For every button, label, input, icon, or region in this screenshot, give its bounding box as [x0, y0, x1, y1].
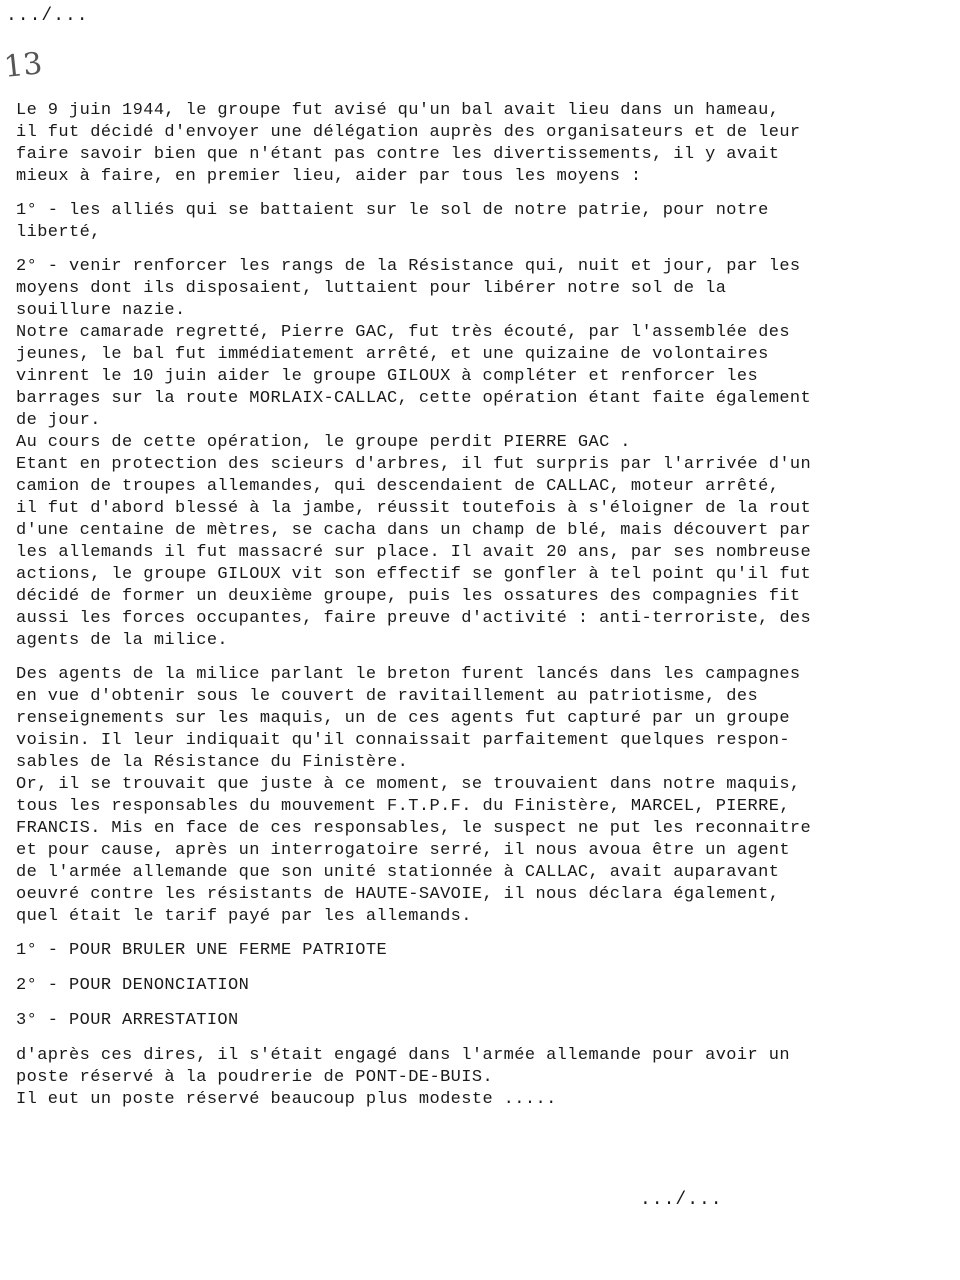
text-line: Le 9 juin 1944, le groupe fut avisé qu'un bal avait lieu dans un hameau,: [16, 101, 780, 120]
text-line: moyens dont ils disposaient, luttaient pour libérer notre sol de la: [16, 279, 727, 298]
text-line: les allemands il fut massacré sur place. Il avait 20 ans, par ses nombreuse: [16, 543, 812, 562]
text-line: Or, il se trouvait que juste à ce moment, se trouvaient dans notre maquis,: [16, 775, 801, 794]
text-line: vinrent le 10 juin aider le groupe GILOUX à compléter et renforcer les: [16, 367, 759, 386]
text-line: tous les responsables du mouvement F.T.P.F. du Finistère, MARCEL, PIERRE,: [16, 797, 790, 816]
paragraph-gap: [16, 928, 946, 940]
document-body: [16, 100, 946, 1111]
paragraph-gap: [16, 244, 946, 256]
paragraph-gap: [16, 962, 946, 975]
text-line: jeunes, le bal fut immédiatement arrêté, et une quizaine de volontaires: [16, 345, 769, 364]
text-line: il fut décidé d'envoyer une délégation auprès des organisateurs et de leur: [16, 123, 801, 142]
page-number: 13: [2, 46, 44, 85]
text-line: Notre camarade regretté, Pierre GAC, fut très écouté, par l'assemblée des: [16, 323, 790, 342]
text-line: Au cours de cette opération, le groupe perdit PIERRE GAC .: [16, 433, 631, 452]
paragraph-gap: [16, 188, 946, 200]
text-line: Etant en protection des scieurs d'arbres, il fut surpris par l'arrivée d'un: [16, 455, 812, 474]
tariff-list: [16, 928, 946, 1045]
text-line: poste réservé à la poudrerie de PONT-DE-BUIS.: [16, 1068, 494, 1087]
closing-paragraph: [16, 1045, 946, 1111]
paragraph-gap: [16, 997, 946, 1010]
tariff-item: 1° - POUR BRULER UNE FERME PATRIOTE: [16, 941, 388, 960]
text-line: voisin. Il leur indiquait qu'il connaissait parfaitement quelques respon-: [16, 731, 790, 750]
text-line: Il eut un poste réservé beaucoup plus modeste .....: [16, 1090, 557, 1109]
text-line: souillure nazie.: [16, 301, 186, 320]
header-continuation-mark: .../...: [6, 6, 89, 26]
text-line: quel était le tarif payé par les allemands.: [16, 907, 472, 926]
paragraphs: [16, 100, 946, 928]
text-line: agents de la milice.: [16, 631, 229, 650]
text-line: sables de la Résistance du Finistère.: [16, 753, 409, 772]
text-line: 2° - venir renforcer les rangs de la Résistance qui, nuit et jour, par les: [16, 257, 801, 276]
text-line: d'une centaine de mètres, se cacha dans un champ de blé, mais découvert par: [16, 521, 812, 540]
text-line: il fut d'abord blessé à la jambe, réussit toutefois à s'éloigner de la rout: [16, 499, 812, 518]
text-line: de l'armée allemande que son unité stationnée à CALLAC, avait auparavant: [16, 863, 780, 882]
text-line: FRANCIS. Mis en face de ces responsables, le suspect ne put les reconnaitre: [16, 819, 812, 838]
text-line: 1° - les alliés qui se battaient sur le sol de notre patrie, pour notre: [16, 201, 769, 220]
text-line: camion de troupes allemandes, qui descendaient de CALLAC, moteur arrêté,: [16, 477, 780, 496]
paragraph-gap: [16, 652, 946, 664]
text-line: aussi les forces occupantes, faire preuve d'activité : anti-terroriste, des: [16, 609, 812, 628]
text-line: d'après ces dires, il s'était engagé dans l'armée allemande pour avoir un: [16, 1046, 790, 1065]
text-line: faire savoir bien que n'étant pas contre les divertissements, il y avait: [16, 145, 780, 164]
text-line: en vue d'obtenir sous le couvert de ravitaillement au patriotisme, des: [16, 687, 759, 706]
text-line: de jour.: [16, 411, 101, 430]
text-line: actions, le groupe GILOUX vit son effectif se gonfler à tel point qu'il fut: [16, 565, 812, 584]
text-line: et pour cause, après un interrogatoire serré, il nous avoua être un agent: [16, 841, 790, 860]
paragraph-gap: [16, 1032, 946, 1045]
text-line: renseignements sur les maquis, un de ces agents fut capturé par un groupe: [16, 709, 790, 728]
text-line: mieux à faire, en premier lieu, aider par tous les moyens :: [16, 167, 642, 186]
text-line: liberté,: [16, 223, 101, 242]
text-line: décidé de former un deuxième groupe, puis les ossatures des compagnies fit: [16, 587, 801, 606]
text-line: oeuvré contre les résistants de HAUTE-SAVOIE, il nous déclara également,: [16, 885, 780, 904]
tariff-item: 3° - POUR ARRESTATION: [16, 1011, 239, 1030]
tariff-item: 2° - POUR DENONCIATION: [16, 976, 250, 995]
text-line: barrages sur la route MORLAIX-CALLAC, cette opération étant faite également: [16, 389, 812, 408]
footer-continuation-mark: .../...: [640, 1190, 723, 1210]
text-line: Des agents de la milice parlant le breton furent lancés dans les campagnes: [16, 665, 801, 684]
